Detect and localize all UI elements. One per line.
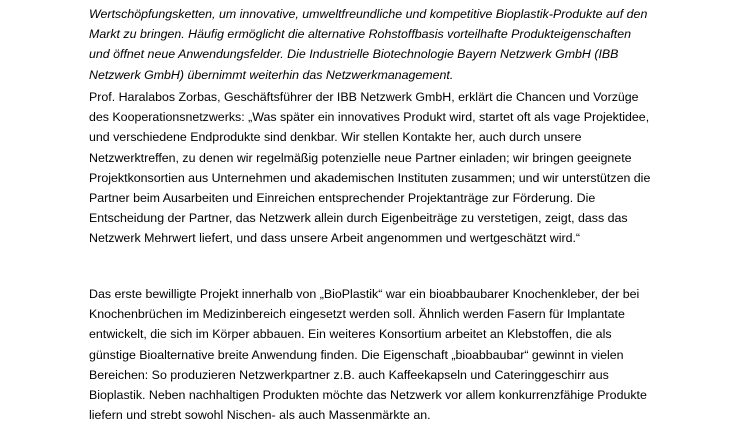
text-line: Markt zu bringen. Häufig ermöglicht die alternative Rohstoffbasis vorteilhafte Produkteigenschaften: [89, 27, 632, 42]
text-line: des Kooperationsnetzwerks: „Was später ein innovatives Produkt wird, startet oft als vage Projektidee,: [89, 110, 650, 125]
text-line: entwickelt, die sich im Körper abbauen. Ein weiteres Konsortium arbeitet an Klebstoffen, die als: [89, 327, 612, 342]
text-line: Knochenbrüchen im Medizinbereich eingesetzt werden soll. Ähnlich werden Fasern für Implantate: [89, 307, 625, 322]
text-line: Wertschöpfungsketten, um innovative, umweltfreundliche und kompetitive Bioplastik-Produkte auf den: [89, 7, 648, 21]
text-line: Netzwerk Mehrwert liefert, und dass unsere Arbeit angenommen und wertgeschätzt wird.“: [89, 231, 581, 246]
text-line: Das erste bewilligte Projekt innerhalb von „BioPlastik“ war ein bioabbaubarer Knochenkleber, der bei: [89, 287, 640, 301]
text-line: Projektkonsortien aus Unternehmen und akademischen Instituten zusammen; und wir unterstützen die: [89, 170, 651, 185]
text-line: und verschiedene Endprodukte sind denkbar. Wir stellen Kontakte her, auch durch unsere: [89, 130, 582, 145]
project-paragraph: [89, 284, 647, 425]
text-line: Netzwerk GmbH) übernimmt weiterhin das Netzwerkmanagement.: [89, 67, 454, 82]
text-line: Prof. Haralabos Zorbas, Geschäftsführer der IBB Netzwerk GmbH, erklärt die Chancen und Vorzüge: [89, 90, 639, 104]
text-line: günstige Bioalternative breite Anwendung finden. Die Eigenschaft „bioabbaubar“ gewinnt in vielen: [89, 347, 624, 362]
intro-italic-paragraph: [89, 4, 647, 85]
text-line: Partner beim Ausarbeiten und Einreichen entsprechender Projektanträge zur Förderung. Die: [89, 191, 596, 206]
text-line: Entscheidung der Partner, das Netzwerk allein durch Eigenbeiträge zu verstetigen, zeigt, dass das: [89, 211, 628, 226]
quote-paragraph: [89, 87, 650, 249]
text-line: liefern und strebt sowohl Nischen- als auch Massenmärkte an.: [89, 408, 431, 423]
text-line: Netzwerktreffen, zu denen wir regelmäßig potenzielle neue Partner einladen; wir bringen geeignete: [89, 150, 632, 165]
text-line: Bioplastik. Neben nachhaltigen Produkten möchte das Netzwerk vor allem konkurrenzfähige Produkte: [89, 388, 647, 403]
text-line: und öffnet neue Anwendungsfelder. Die Industrielle Biotechnologie Bayern Netzwerk GmbH (IBB: [89, 47, 619, 62]
text-line: Bereichen: So produzieren Netzwerkpartner z.B. auch Kaffeekapseln und Cateringgeschirr aus: [89, 367, 609, 382]
